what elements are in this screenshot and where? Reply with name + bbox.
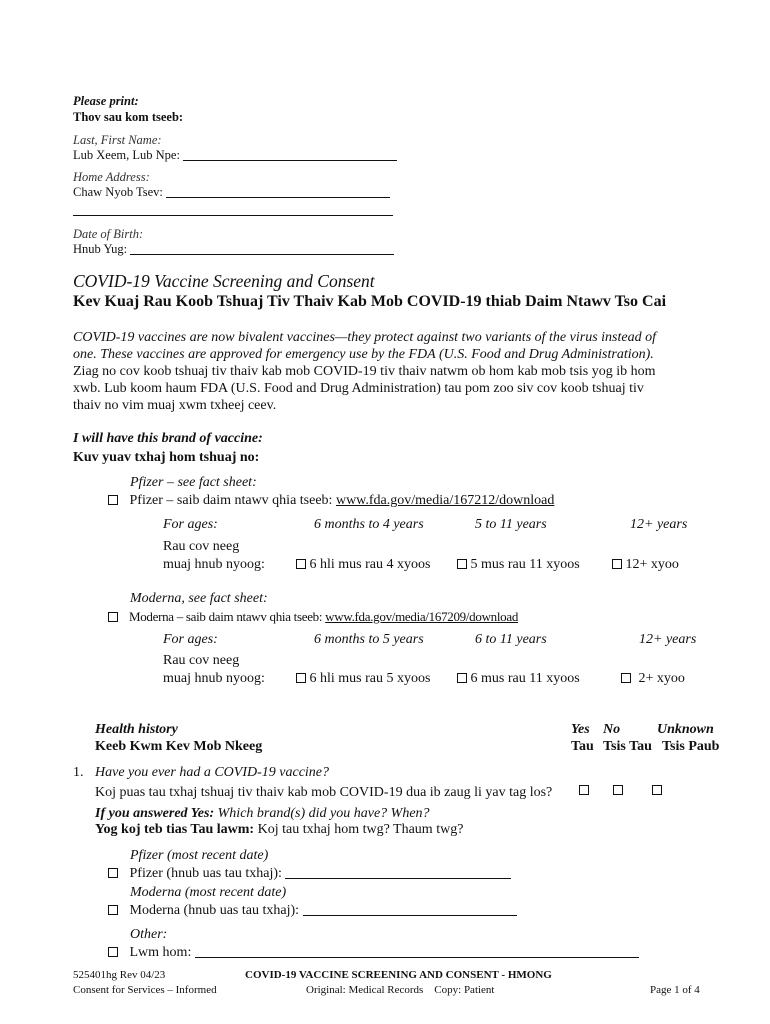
pfizer-checkbox[interactable] [108,495,118,505]
moderna-fact-sheet-label: Moderna, see fact sheet: [130,591,268,606]
other-label-hmong: Lwm hom: [129,945,192,960]
moderna-recent-label-hmong: Moderna (hnub uas tau txhaj): [129,903,300,918]
pfizer-recent-row [108,866,511,882]
col-yes: Yes [571,722,590,737]
q1-no-checkbox[interactable] [613,785,623,795]
moderna-recent-date-line[interactable] [303,915,517,916]
if-yes-rest: Which brand(s) did you have? When? [214,806,430,821]
if-yes-row [95,806,430,822]
name-field-row [73,148,397,163]
moderna-checkbox[interactable] [108,612,118,622]
name-label-hmong: Lub Xeem, Lub Npe: [73,148,180,162]
pfizer-recent-label: Pfizer (most recent date) [130,848,269,863]
intro-hmong-3: thaiv no vim muaj xwm txheej ceev. [73,398,277,413]
moderna-age-option-3 [621,671,685,687]
moderna-recent-label: Moderna (most recent date) [130,885,287,900]
pfizer-age-en-1: 6 months to 4 years [314,517,424,532]
pfizer-age-en-2: 5 to 11 years [475,517,547,532]
moderna-age-1-checkbox[interactable] [296,673,306,683]
col-yes-hmong: Tau [571,739,594,754]
name-input-line[interactable] [183,160,397,161]
pfizer-option-label: Pfizer – saib daim ntawv qhia tseeb: [129,493,333,508]
col-unknown-hmong: Tsis Paub [662,739,720,754]
form-category: Consent for Services – Informed [73,984,217,996]
other-label: Other: [130,927,168,942]
pfizer-recent-date-line[interactable] [285,878,511,879]
pfizer-age-3-checkbox[interactable] [612,559,622,569]
please-print-label: Please print: [73,94,139,108]
pfizer-recent-checkbox[interactable] [108,868,118,878]
footer-title: COVID-19 VACCINE SCREENING AND CONSENT - HMONG [245,969,552,981]
brand-heading: I will have this brand of vaccine: [73,431,263,446]
title-hmong: Kev Kuaj Rau Koob Tshuaj Tiv Thaiv Kab Mob COVID-19 thiab Daim Ntawv Tso Cai [73,293,667,310]
pfizer-age-option-1 [296,557,430,573]
health-history-heading: Health history [95,722,178,737]
pfizer-ages-label-hmong-2: muaj hnub nyoog: [163,557,265,572]
other-input-line[interactable] [195,957,639,958]
if-yes-hmong-bold: Yog koj teb tias Tau lawm: [95,822,255,837]
moderna-ages-label-hmong-2: muaj hnub nyoog: [163,671,265,686]
moderna-recent-row [108,903,517,919]
moderna-option-row [108,609,518,625]
footer-copies: Original: Medical Records Copy: Patient [306,984,495,996]
col-no-hmong: Tsis Tau [603,739,652,754]
health-history-heading-hmong: Keeb Kwm Kev Mob Nkeeg [95,739,263,754]
address-label: Home Address: [73,170,150,184]
address-input-line[interactable] [166,197,390,198]
title-english: COVID-19 Vaccine Screening and Consent [73,271,375,291]
intro-english-1: COVID-19 vaccines are now bivalent vaccines—they protect against two variants of the virus instead of [73,330,656,345]
moderna-for-ages: For ages: [163,632,218,647]
moderna-age-option-2 [457,671,580,687]
moderna-age-en-1: 6 months to 5 years [314,632,424,647]
address-label-hmong: Chaw Nyob Tsev: [73,185,163,199]
intro-english-2: one. These vaccines are approved for emergency use by the FDA (U.S. Food and Drug Administration). [73,347,654,362]
pfizer-ages-label-hmong-1: Rau cov neeg [163,539,240,554]
dob-label-hmong: Hnub Yug: [73,242,128,256]
q1-text: Have you ever had a COVID-19 vaccine? [95,765,330,780]
pfizer-age-2-label: 5 mus rau 11 xyoos [470,557,580,572]
pfizer-age-2-checkbox[interactable] [457,559,467,569]
pfizer-fact-sheet-label: Pfizer – see fact sheet: [130,475,257,490]
pfizer-age-1-checkbox[interactable] [296,559,306,569]
dob-label: Date of Birth: [73,227,144,241]
moderna-age-2-checkbox[interactable] [457,673,467,683]
q1-text-hmong: Koj puas tau txhaj tshuaj tiv thaiv kab mob COVID-19 dua ib zaug li yav tag los? [95,785,553,800]
col-no: No [603,722,621,737]
moderna-age-1-label: 6 hli mus rau 5 xyoos [309,671,431,686]
brand-heading-hmong: Kuv yuav txhaj hom tshuaj no: [73,450,260,465]
intro-hmong-1: Ziag no cov koob tshuaj tiv thaiv kab mob COVID-19 tiv thaiv natwm ob hom kab mob tsis yog ib hom [73,364,656,379]
q1-number: 1. [73,765,84,780]
pfizer-for-ages: For ages: [163,517,218,532]
form-number: 525401hg Rev 04/23 [73,969,166,981]
moderna-age-en-2: 6 to 11 years [475,632,547,647]
pfizer-option-row [108,493,554,509]
pfizer-age-option-3 [612,557,679,573]
moderna-age-en-3: 12+ years [639,632,697,647]
if-yes-bold: If you answered Yes: [95,806,215,821]
address-input-line-2[interactable] [73,203,393,216]
pfizer-fact-sheet-link[interactable]: www.fda.gov/media/167212/download [335,493,555,508]
if-yes-hmong-row [95,822,463,838]
page-number: Page 1 of 4 [650,984,700,996]
please-print-hmong-label: Thov sau kom tseeb: [73,110,184,124]
dob-field-row [73,242,394,257]
other-checkbox[interactable] [108,947,118,957]
moderna-option-label: Moderna – saib daim ntawv qhia tseeb: [128,609,323,624]
pfizer-age-1-label: 6 hli mus rau 4 xyoos [309,557,431,572]
moderna-age-3-label: 2+ xyoo [638,671,685,686]
pfizer-age-en-3: 12+ years [630,517,688,532]
dob-input-line[interactable] [130,254,394,255]
pfizer-age-3-label: 12+ xyoo [625,557,679,572]
moderna-fact-sheet-link[interactable]: www.fda.gov/media/167209/download [325,609,519,624]
name-label: Last, First Name: [73,133,162,147]
q1-yes-checkbox[interactable] [579,785,589,795]
q1-unknown-checkbox[interactable] [652,785,662,795]
col-unknown: Unknown [657,722,714,737]
other-row [108,945,639,961]
moderna-age-3-checkbox[interactable] [621,673,631,683]
pfizer-age-option-2 [457,557,580,573]
pfizer-recent-label-hmong: Pfizer (hnub uas tau txhaj): [129,866,282,881]
intro-hmong-2: xwb. Lub koom haum FDA (U.S. Food and Drug Administration) tau pom zoo siv cov koob tshuaj tiv [73,381,644,396]
moderna-ages-label-hmong-1: Rau cov neeg [163,653,240,668]
if-yes-hmong-rest: Koj tau txhaj hom twg? Thaum twg? [254,822,464,837]
moderna-recent-checkbox[interactable] [108,905,118,915]
address-field-row [73,185,390,200]
moderna-age-option-1 [296,671,430,687]
moderna-age-2-label: 6 mus rau 11 xyoos [470,671,580,686]
